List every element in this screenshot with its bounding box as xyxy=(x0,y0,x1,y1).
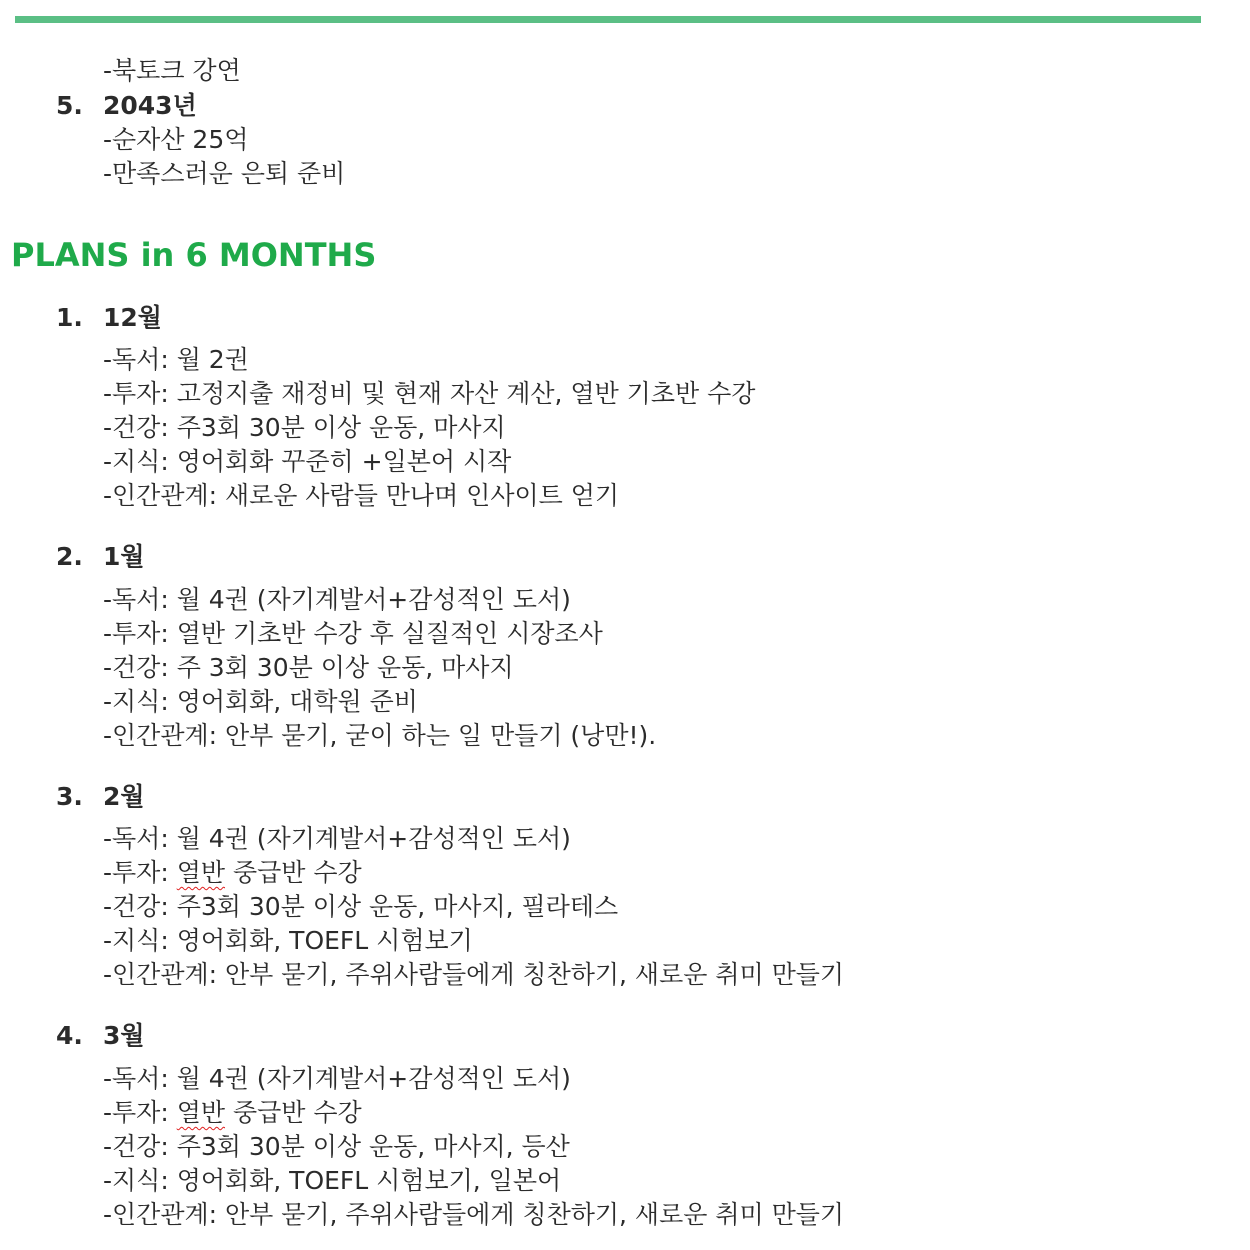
month1-invest: -투자: 고정지출 재정비 및 현재 자산 계산, 열반 기초반 수강 xyxy=(103,379,756,408)
month3-health: -건강: 주3회 30분 이상 운동, 마사지, 필라테스 xyxy=(103,892,619,921)
top-rule xyxy=(15,16,1201,23)
month2-relations: -인간관계: 안부 묻기, 굳이 하는 일 만들기 (낭만!). xyxy=(103,721,657,750)
prev-line-booktalk: -북토크 강연 xyxy=(103,56,241,85)
month1-reading: -독서: 월 2권 xyxy=(103,345,249,374)
list-number-5: 5. xyxy=(56,91,83,120)
month3-relations: -인간관계: 안부 묻기, 주위사람들에게 칭찬하기, 새로운 취미 만들기 xyxy=(103,960,845,989)
month4-relations: -인간관계: 안부 묻기, 주위사람들에게 칭찬하기, 새로운 취미 만들기 xyxy=(103,1200,845,1229)
month4-knowledge: -지식: 영어회화, TOEFL 시험보기, 일본어 xyxy=(103,1166,562,1195)
month3-knowledge: -지식: 영어회화, TOEFL 시험보기 xyxy=(103,926,473,955)
list-number-1: 1. xyxy=(56,303,83,332)
month3-reading: -독서: 월 4권 (자기계발서+감성적인 도서) xyxy=(103,824,571,853)
month1-knowledge: -지식: 영어회화 꾸준히 +일본어 시작 xyxy=(103,447,512,476)
month2-knowledge: -지식: 영어회화, 대학원 준비 xyxy=(103,687,418,716)
month1-relations: -인간관계: 새로운 사람들 만나며 인사이트 얻기 xyxy=(103,481,620,510)
spellcheck-flagged-word[interactable]: 열반 xyxy=(176,1098,226,1127)
month4-reading: -독서: 월 4권 (자기계발서+감성적인 도서) xyxy=(103,1064,571,1093)
month2-invest: -투자: 열반 기초반 수강 후 실질적인 시장조사 xyxy=(103,619,603,648)
item5-line-2: -만족스러운 은퇴 준비 xyxy=(103,159,346,188)
item-title-2043: 2043년 xyxy=(103,91,197,120)
month3-invest-rest: 중급반 수강 xyxy=(225,858,362,887)
section-title: PLANS in 6 MONTHS xyxy=(11,236,377,274)
month2-health: -건강: 주 3회 30분 이상 운동, 마사지 xyxy=(103,653,514,682)
month-title-2: 1월 xyxy=(103,542,145,571)
item5-line-1: -순자산 25억 xyxy=(103,125,249,154)
month4-invest-prefix: -투자: xyxy=(103,1098,177,1127)
month4-health: -건강: 주3회 30분 이상 운동, 마사지, 등산 xyxy=(103,1132,570,1161)
month4-invest xyxy=(103,1096,362,1130)
spellcheck-flagged-word[interactable]: 열반 xyxy=(176,858,226,887)
month-title-4: 3월 xyxy=(103,1021,145,1050)
month3-invest-prefix: -투자: xyxy=(103,858,177,887)
month2-reading: -독서: 월 4권 (자기계발서+감성적인 도서) xyxy=(103,585,571,614)
month4-invest-rest: 중급반 수강 xyxy=(225,1098,362,1127)
list-number-3: 3. xyxy=(56,782,83,811)
list-number-4: 4. xyxy=(56,1021,83,1050)
list-number-2: 2. xyxy=(56,542,83,571)
month-title-3: 2월 xyxy=(103,782,145,811)
month3-invest xyxy=(103,856,362,890)
month1-health: -건강: 주3회 30분 이상 운동, 마사지 xyxy=(103,413,506,442)
month-title-1: 12월 xyxy=(103,303,162,332)
